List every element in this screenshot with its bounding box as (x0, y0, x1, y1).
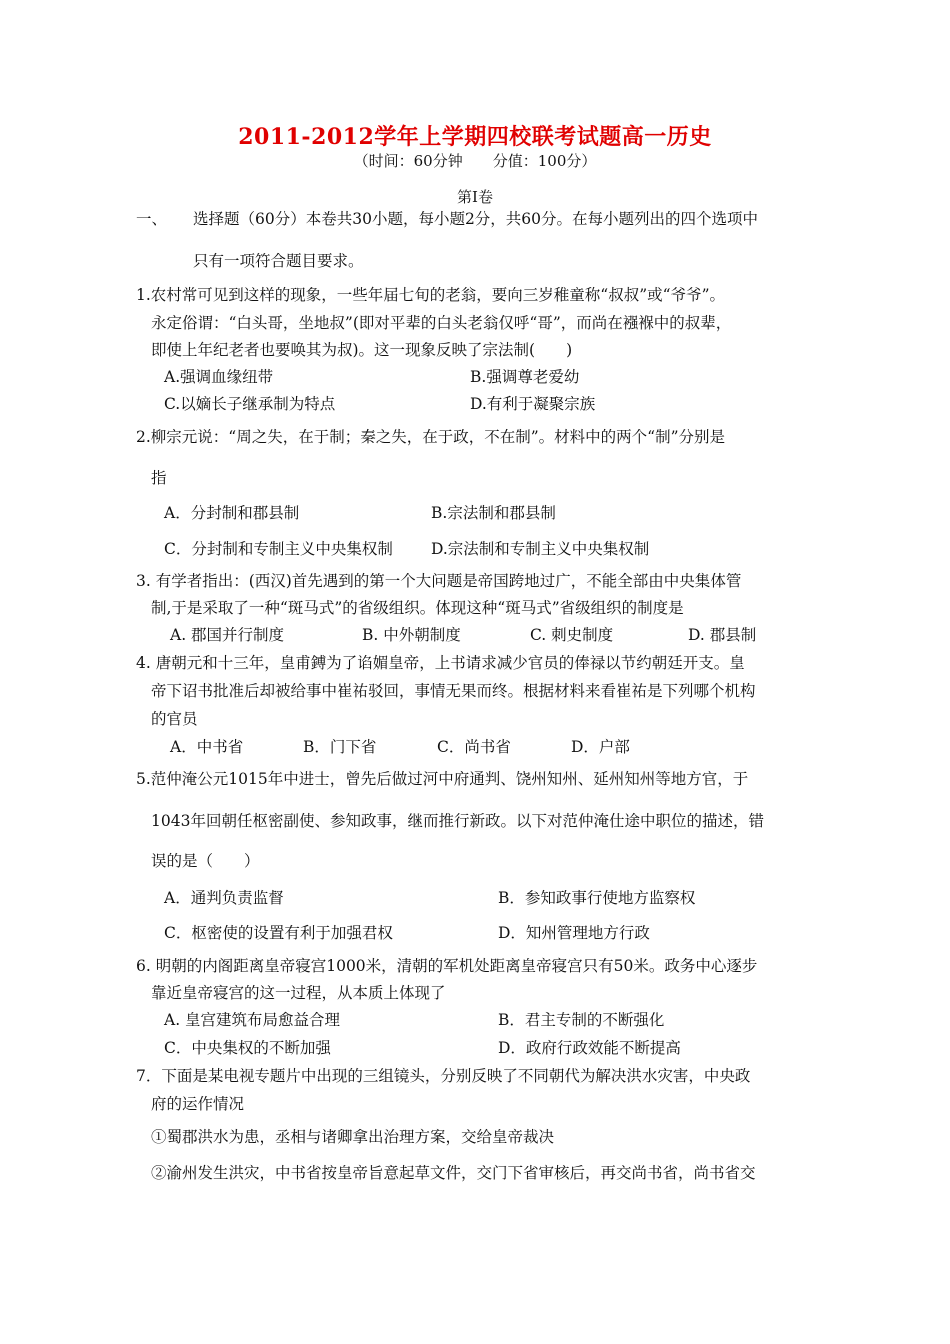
question-stem: 的官员 (151, 710, 198, 728)
question-stem: 1043年回朝任枢密副使、参知政事，继而推行新政。以下对范仲淹仕途中职位的描述，错 (151, 812, 764, 830)
question-option: C．中央集权的不断加强 (164, 1039, 331, 1057)
question-option: A．中书省 (170, 738, 244, 756)
question-option: C.以嫡长子继承制为特点 (164, 395, 336, 413)
question-stem: 1.农村常可见到这样的现象，一些年届七旬的老翁，要向三岁稚童称“叔叔”或“爷爷”。 (136, 286, 725, 304)
instruction-line-2: 只有一项符合题目要求。 (193, 252, 364, 270)
question-stem: 永定俗谓：“白头哥，坐地叔”(即对平辈的白头老翁仅呼“哥”，而尚在襁褓中的叔辈， (151, 314, 732, 332)
question-option: B．君主专制的不断强化 (498, 1011, 665, 1029)
question-stem: 靠近皇帝寝宫的这一过程，从本质上体现了 (151, 984, 446, 1002)
question-stem: 指 (151, 469, 167, 487)
question-option: B.强调尊老爱幼 (470, 368, 580, 386)
question-option: A．分封制和郡县制 (164, 504, 300, 522)
question-option: B．参知政事行使地方监察权 (498, 889, 696, 907)
question-option: D．户部 (571, 738, 630, 756)
question-stem: 6. 明朝的内阁距离皇帝寝宫1000米，清朝的军机处距离皇帝寝宫只有50米。政务中心逐步 (136, 957, 758, 975)
question-option: A. 郡国并行制度 (170, 626, 285, 644)
question-option: C．分封制和专制主义中央集权制 (164, 540, 393, 558)
instruction-number: 一、 (136, 210, 168, 228)
question-stem: 即使上年纪老者也要唤其为叔)。这一现象反映了宗法制( ) (151, 341, 573, 359)
question-stem: 制,于是采取了一种“斑马式”的省级组织。体现这种“斑马式”省级组织的制度是 (151, 599, 684, 617)
question-stem: ②渝州发生洪灾，中书省按皇帝旨意起草文件，交门下省审核后，再交尚书省，尚书省交 (151, 1164, 756, 1182)
instruction-line-1: 选择题（60分）本卷共30小题，每小题2分，共60分。在每小题列出的四个选项中 (193, 210, 759, 228)
question-option: D．政府行政效能不断提高 (498, 1039, 681, 1057)
question-option: D．知州管理地方行政 (498, 924, 650, 942)
question-option: C. 刺史制度 (530, 626, 614, 644)
question-option: D. 郡县制 (688, 626, 757, 644)
question-stem: ①蜀郡洪水为患，丞相与诸卿拿出治理方案，交给皇帝裁决 (151, 1128, 555, 1146)
exam-title: 2011-2012学年上学期四校联考试题高一历史 (238, 124, 712, 150)
question-stem: 2.柳宗元说：“周之失，在于制；秦之失，在于政，不在制”。材料中的两个“制”分别是 (136, 428, 725, 446)
section-heading: 第Ⅰ卷 (457, 188, 493, 206)
question-option: A.强调血缘纽带 (164, 368, 274, 386)
question-option: C．尚书省 (437, 738, 511, 756)
question-option: D.宗法制和专制主义中央集权制 (431, 540, 650, 558)
question-stem: 误的是（ ） (151, 852, 260, 870)
question-stem: 府的运作情况 (151, 1095, 245, 1113)
question-option: C．枢密使的设置有利于加强君权 (164, 924, 393, 942)
question-stem: 3. 有学者指出：(西汉)首先遇到的第一个大问题是帝国跨地过广，不能全部由中央集体管 (136, 572, 742, 590)
question-option: B．门下省 (303, 738, 377, 756)
question-stem: 4. 唐朝元和十三年，皇甫鎛为了谄媚皇帝，上书请求减少官员的俸禄以节约朝廷开支。皇 (136, 654, 745, 672)
question-option: D.有利于凝聚宗族 (470, 395, 596, 413)
exam-subtitle: （时间：60分钟 分值：100分） (353, 152, 597, 170)
question-option: B.宗法制和郡县制 (431, 504, 556, 522)
question-stem: 帝下诏书批准后却被给事中崔祐驳回，事情无果而终。根据材料来看崔祐是下列哪个机构 (151, 682, 756, 700)
question-stem: 5.范仲淹公元1015年中进士，曾先后做过河中府通判、饶州知州、延州知州等地方官，于 (136, 770, 749, 788)
question-stem: 7．下面是某电视专题片中出现的三组镜头，分别反映了不同朝代为解决洪水灾害，中央政 (136, 1067, 751, 1085)
question-option: B. 中外朝制度 (362, 626, 461, 644)
question-option: A. 皇宫建筑布局愈益合理 (164, 1011, 341, 1029)
question-option: A．通判负责监督 (164, 889, 284, 907)
